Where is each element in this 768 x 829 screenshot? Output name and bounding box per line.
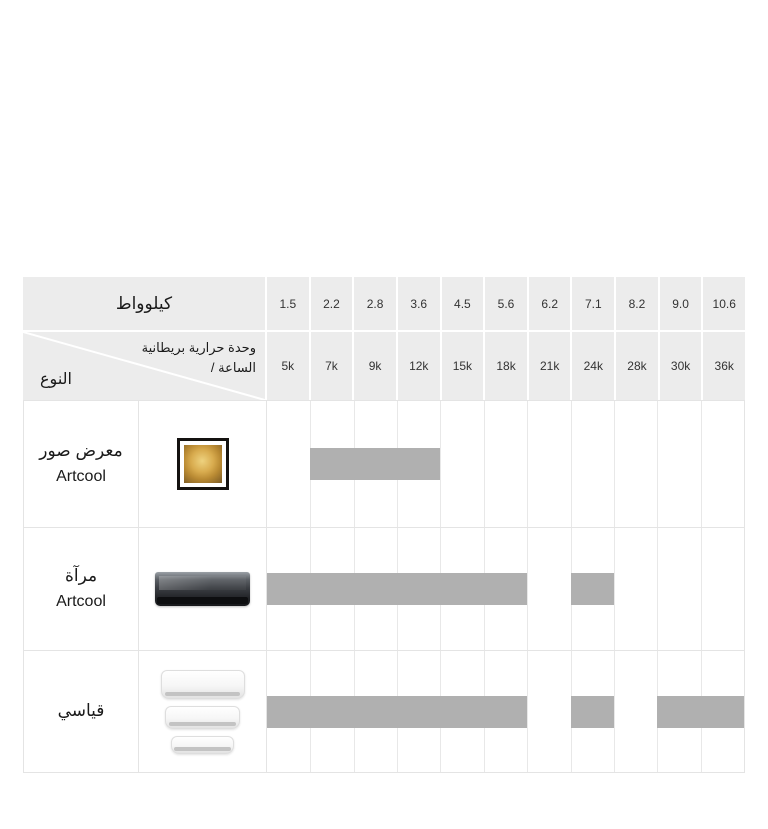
- capacity-table: [23, 277, 745, 773]
- artcool-gallery-framed-artwork-image: [177, 438, 229, 490]
- column-grid-line: [614, 401, 615, 527]
- capacity-table-body: [23, 400, 745, 773]
- btu-header-row: [23, 332, 745, 400]
- kilowatt-cell-7.1: 7.1: [572, 277, 614, 330]
- product-image-cell: [139, 651, 267, 772]
- air-vent: [165, 692, 240, 696]
- kilowatt-value-cells: [267, 277, 745, 330]
- btu-cell-24k: 24k: [572, 332, 614, 400]
- column-grid-line: [527, 401, 528, 527]
- btu-cell-21k: 21k: [529, 332, 571, 400]
- capacity-range-bar: [310, 448, 440, 480]
- capacity-range-bar: [657, 696, 744, 728]
- product-type-arabic: مرآة: [64, 566, 98, 586]
- product-row: [24, 401, 744, 528]
- type-column-label: النوع: [40, 371, 72, 388]
- kilowatt-cell-2.8: 2.8: [354, 277, 396, 330]
- product-row: [24, 528, 744, 651]
- btu-label-line1: وحدة حرارية بريطانية: [141, 340, 256, 355]
- btu-cell-15k: 15k: [442, 332, 484, 400]
- kilowatt-cell-5.6: 5.6: [485, 277, 527, 330]
- kilowatt-cell-10.6: 10.6: [703, 277, 745, 330]
- kilowatt-cell-9.0: 9.0: [660, 277, 702, 330]
- kilowatt-cell-2.2: 2.2: [311, 277, 353, 330]
- column-grid-line: [484, 401, 485, 527]
- btu-cell-5k: 5k: [267, 332, 309, 400]
- mirror-reflection: [159, 576, 246, 590]
- kilowatt-cell-6.2: 6.2: [529, 277, 571, 330]
- capacity-grid: [267, 401, 744, 527]
- air-vent: [157, 597, 248, 604]
- standard-unit-small: [171, 736, 234, 754]
- column-grid-line: [701, 528, 702, 650]
- product-image-cell: [139, 528, 267, 650]
- product-row: [24, 651, 744, 773]
- capacity-range-bar: [571, 573, 614, 605]
- capacity-range-bar: [267, 696, 527, 728]
- product-type-english: Artcool: [56, 592, 106, 610]
- btu-cell-9k: 9k: [354, 332, 396, 400]
- kilowatt-cell-1.5: 1.5: [267, 277, 309, 330]
- column-grid-line: [614, 528, 615, 650]
- column-grid-line: [614, 651, 615, 772]
- kilowatt-label: كيلوواط: [115, 293, 173, 313]
- kilowatt-cell-8.2: 8.2: [616, 277, 658, 330]
- btu-cell-12k: 12k: [398, 332, 440, 400]
- kilowatt-cell-4.5: 4.5: [442, 277, 484, 330]
- capacity-grid: [267, 651, 744, 772]
- product-type-english: Artcool: [56, 467, 106, 485]
- standard-unit-large: [161, 670, 245, 699]
- product-type-cell: [24, 651, 139, 772]
- capacity-grid: [267, 528, 744, 650]
- standard-unit-medium: [165, 706, 240, 729]
- kilowatt-header-row: [23, 277, 745, 330]
- column-grid-line: [440, 401, 441, 527]
- btu-cell-18k: 18k: [485, 332, 527, 400]
- product-image-cell: [139, 401, 267, 527]
- capacity-range-bar: [267, 573, 527, 605]
- kilowatt-cell-3.6: 3.6: [398, 277, 440, 330]
- column-grid-line: [657, 401, 658, 527]
- btu-value-cells: [267, 332, 745, 400]
- air-vent: [169, 722, 236, 726]
- product-type-cell: [24, 401, 139, 527]
- column-grid-line: [657, 528, 658, 650]
- column-grid-line: [571, 401, 572, 527]
- kilowatt-label-cell: [23, 277, 265, 330]
- column-grid-line: [527, 528, 528, 650]
- capacity-range-bar: [571, 696, 614, 728]
- framed-painting-artwork: [184, 445, 222, 483]
- product-type-arabic: معرض صور: [39, 441, 123, 461]
- type-btu-header-cell: [23, 332, 265, 400]
- standard-indoor-units-image: [161, 670, 245, 754]
- product-type-cell: [24, 528, 139, 650]
- btu-label-line2: / الساعة: [210, 360, 256, 375]
- air-vent: [174, 747, 230, 751]
- product-type-arabic: قياسي: [57, 701, 105, 721]
- btu-cell-30k: 30k: [660, 332, 702, 400]
- btu-per-hour-label: [142, 338, 256, 378]
- btu-cell-7k: 7k: [311, 332, 353, 400]
- column-grid-line: [701, 401, 702, 527]
- btu-cell-36k: 36k: [703, 332, 745, 400]
- column-grid-line: [527, 651, 528, 772]
- artcool-mirror-indoor-unit-image: [155, 572, 250, 606]
- btu-cell-28k: 28k: [616, 332, 658, 400]
